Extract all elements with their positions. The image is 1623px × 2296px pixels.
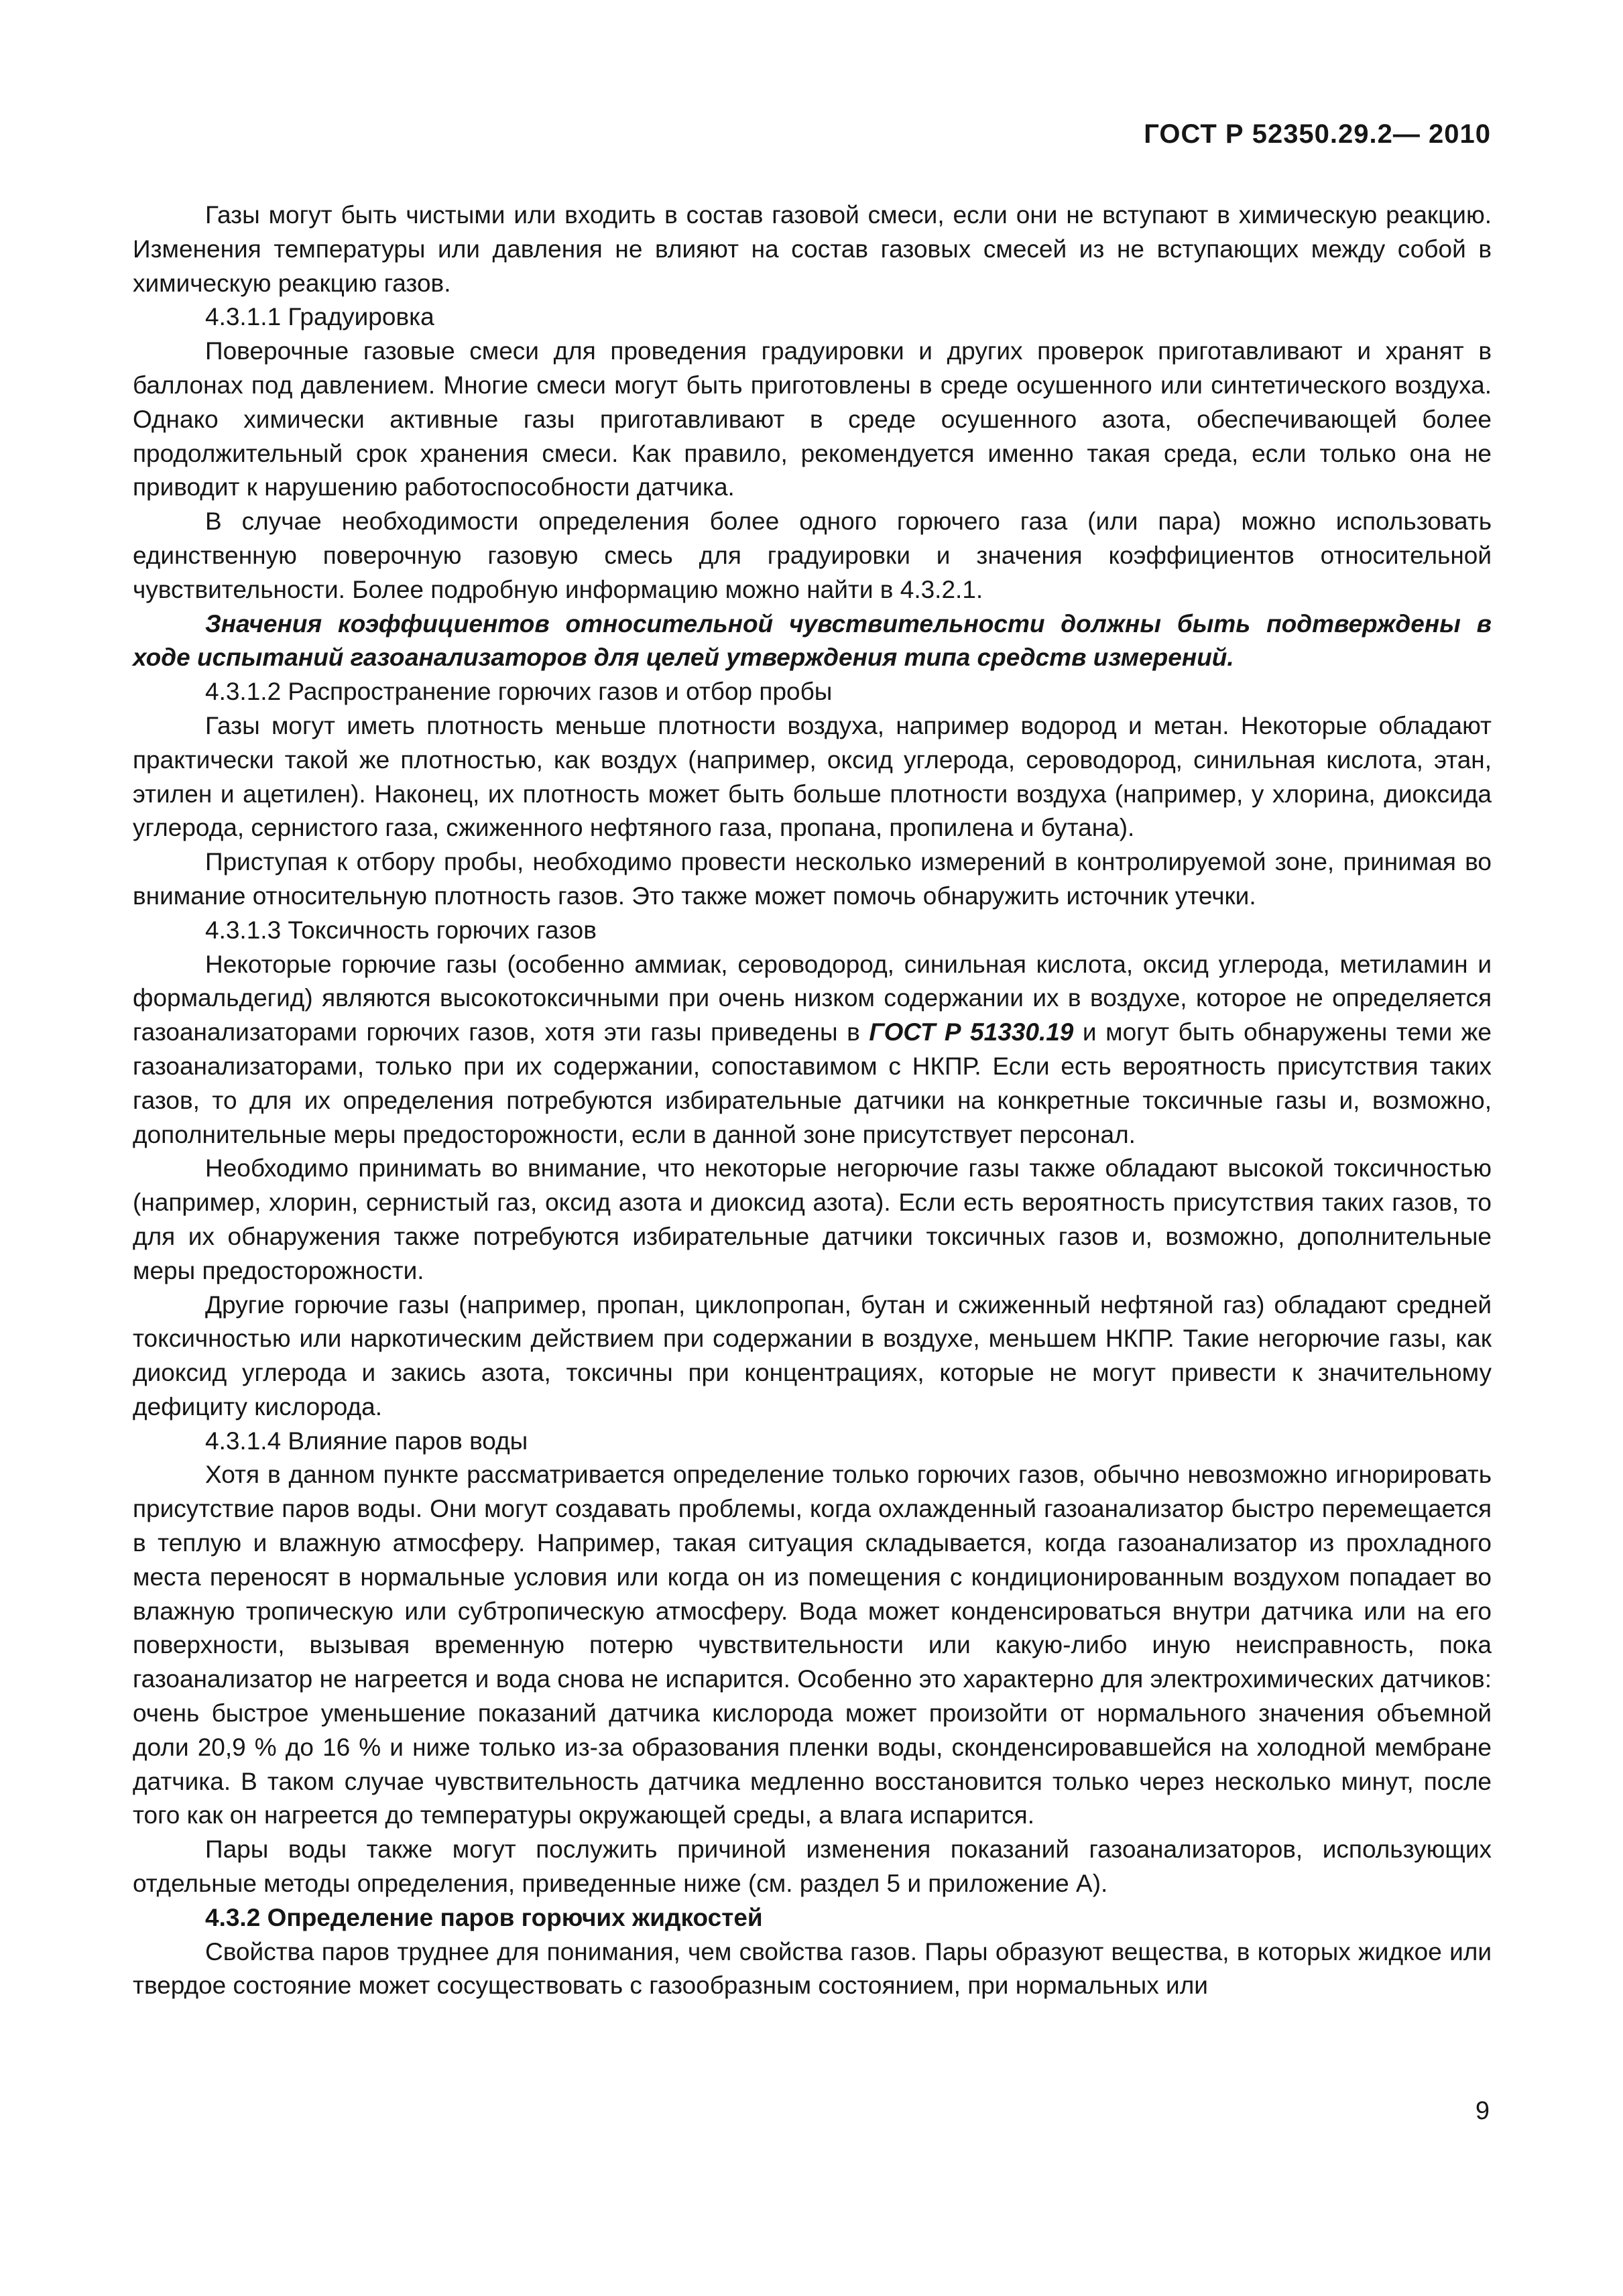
section-heading-4-3-1-3: 4.3.1.3 Токсичность горючих газов	[205, 916, 597, 944]
page-number: 9	[1475, 2097, 1490, 2125]
document-body	[133, 198, 1492, 2003]
standard-reference-link: ГОСТ Р 51330.19	[869, 1018, 1074, 1046]
paragraph-moderate-toxicity: Другие горючие газы (например, пропан, циклопропан, бутан и сжиженный нефтяной газ) обладают средней токсичностью или наркотическим действием при содержании в воздухе, меньшем НКПР. Такие негорючие газы, как диоксид углерода и закись азота, токсичны при концентрациях, которые не могут привести к значительному дефициту кислорода.	[133, 1290, 1492, 1421]
section-heading-4-3-1-2: 4.3.1.2 Распространение горючих газов и отбор пробы	[205, 678, 833, 706]
paragraph-water-vapour-methods: Пары воды также могут послужить причиной изменения показаний газоанализаторов, использующих отдельные методы определения, приведенные ниже (см. раздел 5 и приложение А).	[133, 1835, 1492, 1898]
section-heading-4-3-1-1: 4.3.1.1 Градуировка	[205, 303, 434, 331]
paragraph-toxicity	[133, 948, 1492, 1152]
paragraph-calibration-mixtures: Поверочные газовые смеси для проведения градуировки и других проверок приготавливают и хранят в баллонах под давлением. Многие смеси могут быть приготовлены в среде осушенного или синтетического воздуха. Однако химически активные газы приготавливают в среде осушенного азота, обеспечивающей более продолжительный срок хранения смеси. Как правило, рекомендуется именно такая среда, если только она не приводит к нарушению работоспособности датчика.	[133, 337, 1492, 501]
paragraph-sampling: Приступая к отбору пробы, необходимо провести несколько измерений в контролируемой зоне, принимая во внимание относительную плотность газов. Это также может помочь обнаружить источник утечки.	[133, 848, 1492, 910]
paragraph-relative-sensitivity: В случае необходимости определения более одного горючего газа (или пара) можно использовать единственную поверочную газовую смесь для градуировки и значения коэффициентов относительной чувствительности. Более подробную информацию можно найти в 4.3.2.1.	[133, 507, 1492, 603]
paragraph-water-vapour: Хотя в данном пункте рассматривается определение только горючих газов, обычно невозможно игнорировать присутствие паров воды. Они могут создавать проблемы, когда охлажденный газоанализатор быстро перемещается в теплую и влажную атмосферу. Например, такая ситуация складывается, когда газоанализатор из прохладного места переносят в нормальные условия или когда он из помещения с кондиционированным воздухом попадает во влажную тропическую или субтропическую атмосферу. Вода может конденсироваться внутри датчика или на его поверхности, вызывая временную потерю чувствительности или какую-либо иную неисправность, пока газоанализатор не нагреется и вода снова не испарится. Особенно это характерно для электрохимических датчиков: очень быстрое уменьшение показаний датчика кислорода может произойти от нормального значения объемной доли 20,9 % до 16 % и ниже только из-за образования пленки воды, сконденсировавшейся на холодной мембране датчика. В таком случае чувствительность датчика медленно восстановится только через несколько минут, после того как он нагреется до температуры окружающей среды, а влага испарится.	[133, 1461, 1492, 1829]
section-heading-4-3-1-4: 4.3.1.4 Влияние паров воды	[205, 1427, 528, 1455]
paragraph-toxicity-part-2: и могут быть обнаружены теми же газоанализаторами, только при их содержании, сопоставимом с НКПР. Если есть вероятность присутствия таких газов, то для их определения потребуются избирательные датчики на конкретные токсичные газы и, возможно, дополнительные меры предосторожности, если в данной зоне присутствует персонал.	[133, 1018, 1492, 1148]
paragraph-type-approval-note: Значения коэффициентов относительной чувствительности должны быть подтверждены в ходе испытаний газоанализаторов для целей утверждения типа средств измерений.	[133, 609, 1492, 672]
paragraph-gas-mixtures: Газы могут быть чистыми или входить в состав газовой смеси, если они не вступают в химическую реакцию. Изменения температуры или давления не влияют на состав газовых смесей из не вступающих между собой в химическую реакцию газов.	[133, 201, 1492, 297]
section-heading-4-3-2: 4.3.2 Определение паров горючих жидкостей	[205, 1903, 763, 1931]
paragraph-nonflammable-toxic: Необходимо принимать во внимание, что некоторые негорючие газы также обладают высокой токсичностью (например, хлорин, сернистый газ, оксид азота и диоксид азота). Если есть вероятность присутствия таких газов, то для их обнаружения также потребуются избирательные датчики токсичных газов и, возможно, дополнительные меры предосторожности.	[133, 1154, 1492, 1284]
standard-designation: ГОСТ Р 52350.29.2— 2010	[1144, 119, 1491, 149]
paragraph-toxicity-part-1: Некоторые горючие газы (особенно аммиак, сероводород, синильная кислота, оксид углерода, метиламин и формальдегид) являются высокотоксичными при очень низком содержании их в воздухе, которое не определяется газоанализаторами горючих газов, хотя эти газы приведены в	[133, 950, 1492, 1046]
paragraph-vapours: Свойства паров труднее для понимания, чем свойства газов. Пары образуют вещества, в которых жидкое или твердое состояние может сосуществовать с газообразным состоянием, при нормальных или	[133, 1937, 1492, 2000]
paragraph-gas-density: Газы могут иметь плотность меньше плотности воздуха, например водород и метан. Некоторые обладают практически такой же плотностью, как воздух (например, оксид углерода, сероводород, синильная кислота, этан, этилен и ацетилен). Наконец, их плотность может быть больше плотности воздуха (например, у хлорина, диоксида углерода, сернистого газа, сжиженного нефтяного газа, пропана, пропилена и бутана).	[133, 711, 1492, 842]
